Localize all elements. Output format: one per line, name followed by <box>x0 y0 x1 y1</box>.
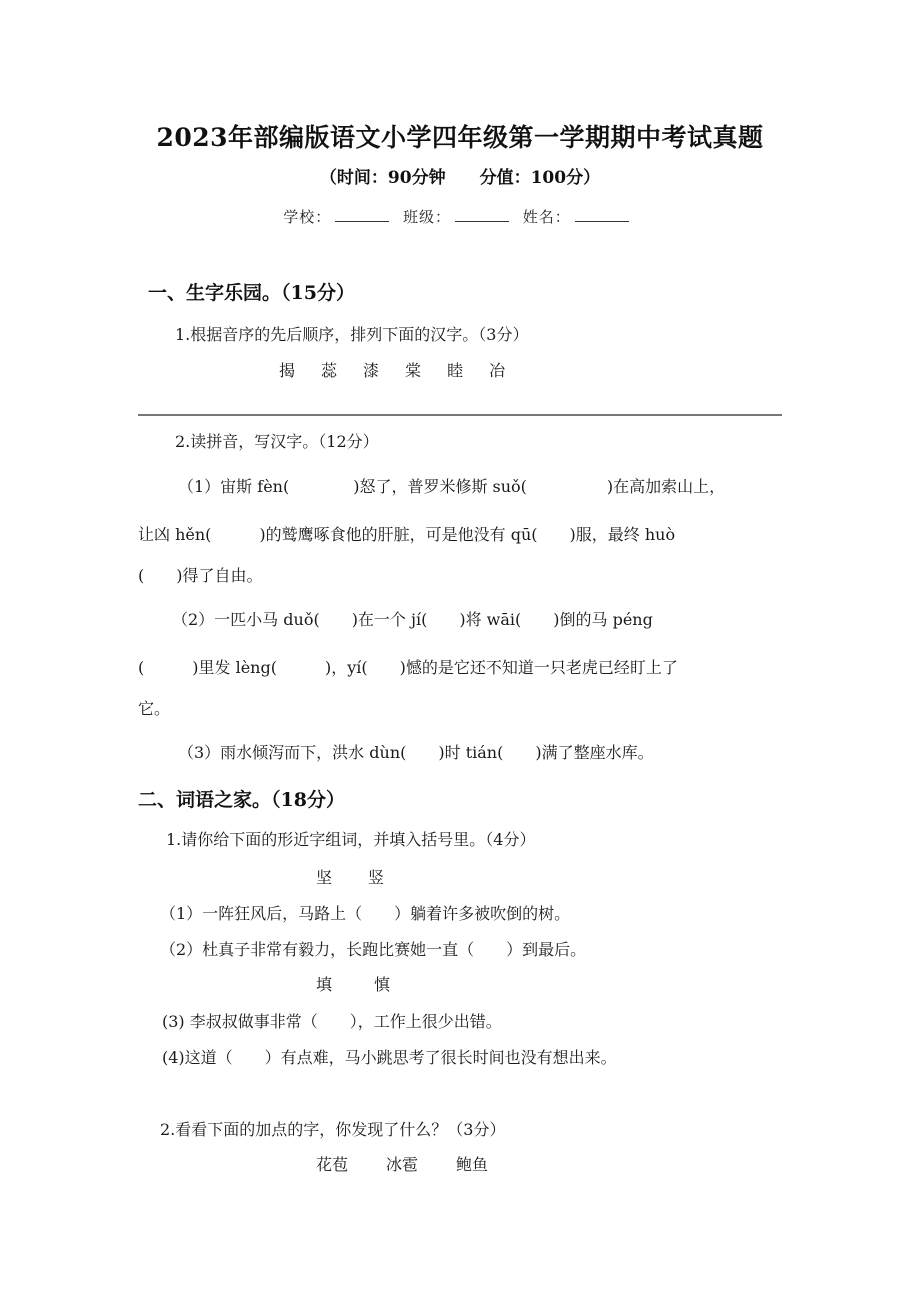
char: 竖 <box>368 868 385 887</box>
answer-line[interactable] <box>138 414 782 416</box>
s1-q2-item2-line1: （2）一匹小马 duǒ( )在一个 jí( )将 wāi( )倒的马 péng <box>172 610 653 629</box>
class-label: 班级： <box>402 208 451 226</box>
s2-q1-group2-characters <box>316 977 390 993</box>
char: 棠 <box>405 361 422 380</box>
s1-q2-prompt: 2.读拼音，写汉字。（12分） <box>175 432 379 451</box>
char: 漆 <box>363 361 380 380</box>
s2-q1-sentence1: （1）一阵狂风后，马路上（ ）躺着许多被吹倒的树。 <box>160 904 571 923</box>
word: 鲍鱼 <box>456 1155 489 1174</box>
school-blank[interactable] <box>335 207 389 222</box>
char: 揭 <box>279 361 296 380</box>
s1-q1-characters <box>279 363 531 379</box>
student-info-fields <box>0 207 920 225</box>
s1-q2-item1-line2: 让凶 hěn( )的鹫鹰啄食他的肝脏，可是他没有 qū( )服，最终 huò <box>138 525 676 544</box>
char: 坚 <box>316 868 333 887</box>
s2-q1-sentence4: (4)这道（ ）有点难，马小跳思考了很长时间也没有想出来。 <box>162 1048 617 1067</box>
char: 慎 <box>374 975 391 994</box>
class-blank[interactable] <box>455 207 509 222</box>
page-title: 2023年部编版语文小学四年级第一学期期中考试真题 <box>156 123 764 152</box>
s2-q1-prompt: 1.请你给下面的形近字组词，并填入括号里。（4分） <box>166 830 536 849</box>
char: 填 <box>316 975 333 994</box>
s1-q2-item1-line1: （1）宙斯 fèn( )怒了，普罗米修斯 suǒ( )在高加索山上， <box>178 477 726 496</box>
s2-q2-prompt: 2.看看下面的加点的字，你发现了什么？（3分） <box>160 1120 506 1139</box>
word: 花苞 <box>316 1155 349 1174</box>
s1-q2-item1-line3: ( )得了自由。 <box>138 566 263 585</box>
s2-q1-group1-characters <box>316 870 384 886</box>
word: 冰雹 <box>386 1155 419 1174</box>
exam-time-score: （时间：90分钟 分值：100分） <box>319 168 601 188</box>
s2-q1-sentence2: （2）杜真子非常有毅力，长跑比赛她一直（ ）到最后。 <box>160 940 587 959</box>
school-label: 学校： <box>283 208 332 226</box>
char: 蕊 <box>321 361 338 380</box>
char: 睦 <box>447 361 464 380</box>
s1-q2-item2-line3: 它。 <box>138 699 171 718</box>
s1-q1-prompt: 1.根据音序的先后顺序，排列下面的汉字。（3分） <box>175 325 529 344</box>
name-blank[interactable] <box>575 207 629 222</box>
s1-q2-item3-line1: （3）雨水倾泻而下，洪水 dùn( )时 tián( )满了整座水库。 <box>178 743 654 762</box>
section-2-heading: 二、词语之家。（18分） <box>138 789 345 811</box>
s1-q2-item2-line2: ( )里发 lèng( )，yí( )憾的是它还不知道一只老虎已经盯上了 <box>138 658 678 677</box>
name-label: 姓名： <box>522 208 571 226</box>
s2-q1-sentence3: (3) 李叔叔做事非常（ ），工作上很少出错。 <box>162 1012 502 1031</box>
section-1-heading: 一、生字乐园。（15分） <box>148 282 355 304</box>
char: 冶 <box>489 361 506 380</box>
s2-q2-words <box>316 1157 488 1173</box>
